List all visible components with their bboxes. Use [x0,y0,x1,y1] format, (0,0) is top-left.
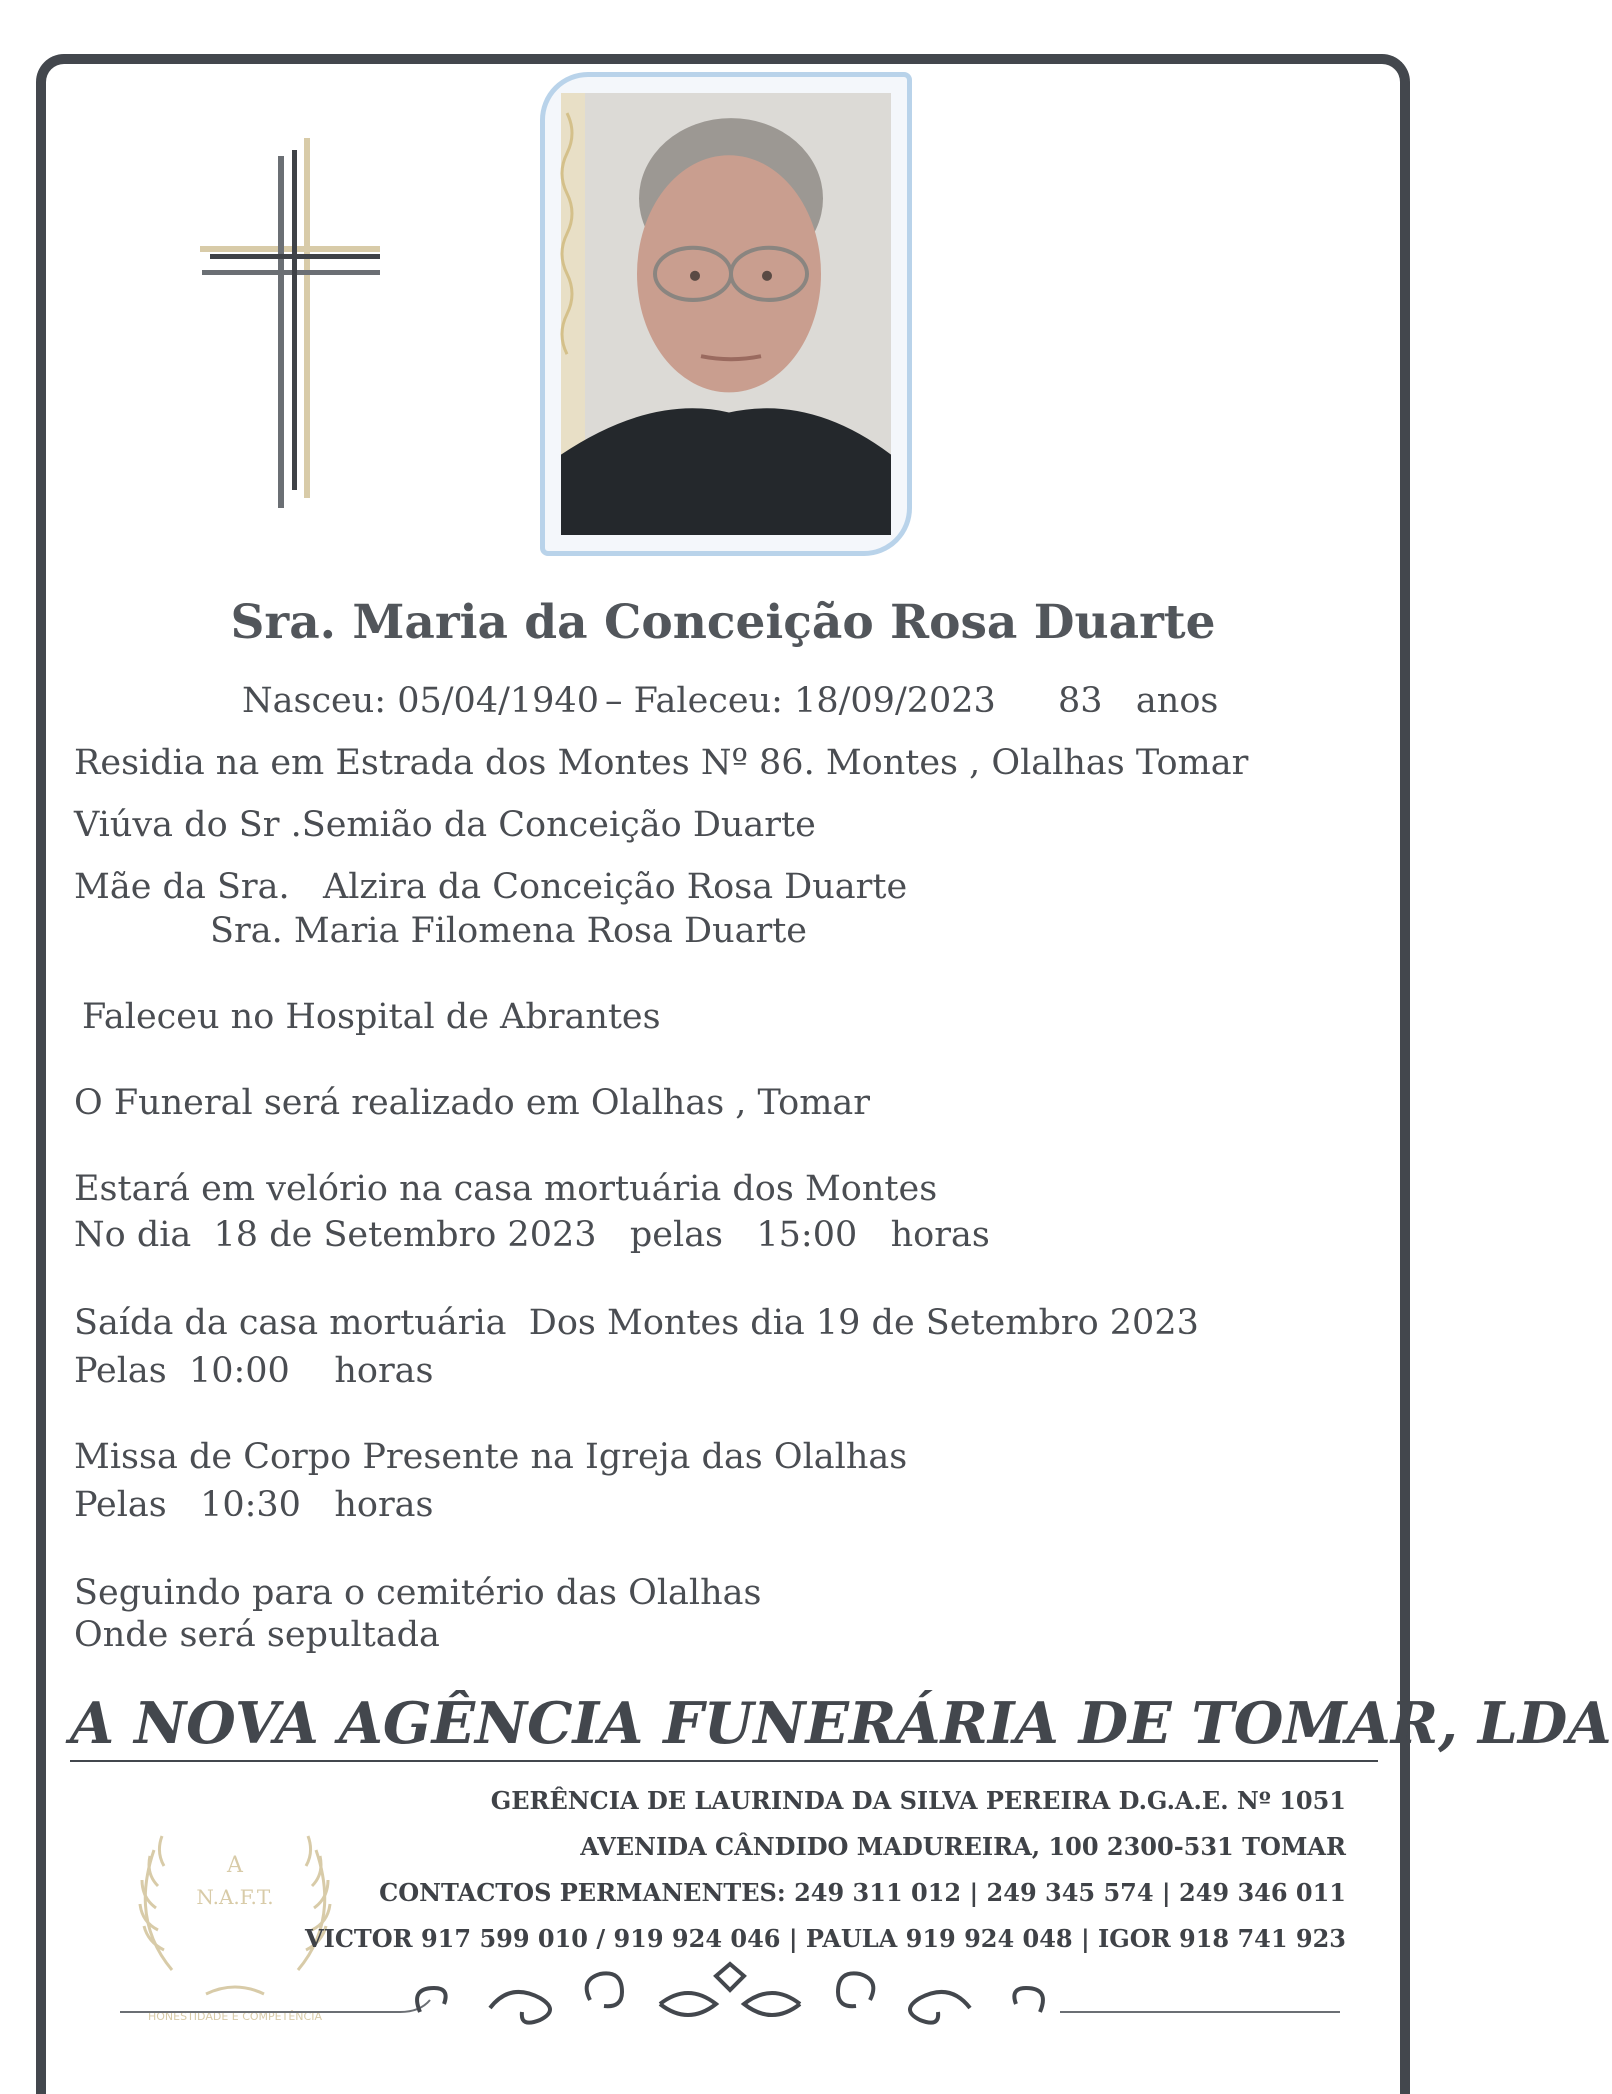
seal-motto: HONESTIDADE E COMPETÊNCIA [148,2010,322,2023]
burial-line2: Onde será sepultada [74,1615,440,1655]
burial-line1: Seguindo para o cemitério das Olalhas [74,1573,762,1613]
agency-name: A NOVA AGÊNCIA FUNERÁRIA DE TOMAR, LDA [70,1690,1612,1757]
birth-date: Nasceu: 05/04/1940 [242,681,599,721]
departure-line2: Pelas 10:00 horas [74,1351,434,1391]
mother-of-line1: Mãe da Sra. Alzira da Conceição Rosa Duarte [74,867,908,907]
portrait-frame [540,72,912,556]
departure-line1: Saída da casa mortuária Dos Montes dia 19 de Setembro 2023 [74,1303,1199,1343]
age: 83 anos [1058,681,1219,721]
residence: Residia na em Estrada dos Montes Nº 86. Montes , Olalhas Tomar [74,743,1249,783]
portrait-photo [561,93,891,535]
mass-line1: Missa de Corpo Presente na Igreja das Olalhas [74,1437,908,1477]
mass-line2: Pelas 10:30 horas [74,1485,434,1525]
funeral-location: O Funeral será realizado em Olalhas , Tomar [74,1083,871,1123]
management-line: GERÊNCIA DE LAURINDA DA SILVA PEREIRA D.G.A.E. Nº 1051 [490,1786,1346,1815]
agency-underline [70,1760,1378,1762]
wake-line2: No dia 18 de Setembro 2023 pelas 15:00 horas [74,1215,990,1255]
contacts-line: CONTACTOS PERMANENTES: 249 311 012 | 249 345 574 | 249 346 011 [379,1878,1346,1907]
address-line: AVENIDA CÂNDIDO MADUREIRA, 100 2300-531 TOMAR [580,1832,1346,1861]
widow-of: Viúva do Sr .Semião da Conceição Duarte [74,805,816,845]
seal-letter: A [227,1853,243,1878]
place-of-death: Faleceu no Hospital de Abrantes [82,997,661,1037]
cross-icon [200,138,390,508]
people-line: VICTOR 917 599 010 / 919 924 046 | PAULA 919 924 048 | IGOR 918 741 923 [304,1924,1346,1953]
wake-line1: Estará em velório na casa mortuária dos Montes [74,1169,938,1209]
seal-naft: N.A.F.T. [196,1885,274,1909]
death-date: – Faleceu: 18/09/2023 [605,681,996,721]
mother-of-line2: Sra. Maria Filomena Rosa Duarte [210,911,807,951]
deceased-name: Sra. Maria da Conceição Rosa Duarte [230,595,1216,650]
ornament-divider-icon [120,1960,1340,2030]
